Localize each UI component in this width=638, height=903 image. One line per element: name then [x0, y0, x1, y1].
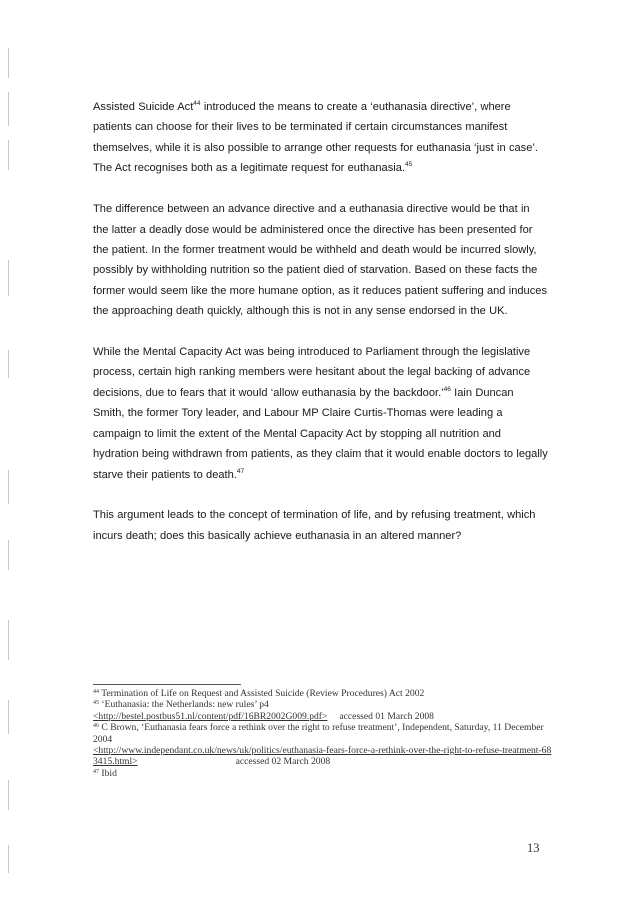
footnote-link[interactable]: <http://www.independant.co.uk/news/uk/politics/euthanasia-fears-force-a-rethink-over-the-right-to-refuse-treatment-683415.html> [93, 745, 552, 768]
paragraph: Assisted Suicide Act$^{44}$ introduced the means to create a ‘euthanasia directive’, where patients can choose for their lives to be terminated if certain circumstances manifest themselves, while it is also possible to arrange other requests for euthanasia ‘just in case’. The Act recognises both as a legitimate request for euthanasia.$^{45}$ [93, 100, 538, 175]
page-number: 13 [527, 841, 540, 855]
paragraph: While the Mental Capacity Act was being introduced to Parliament through the legislative process, certain high ranking members were hesitant about the legal backing of advance decisions, due to fears that it would ‘allow euthanasia by the backdoor.’$^{46}$ Iain Duncan Smith, the former Tory leader, and Labour MP Claire Curtis-Thomas were leading a campaign to limit the extent of the Mental Capacity Act by stopping all nutrition and hydration being withdrawn from patients, as they claim that it would enable doctors to legally starve their patients to death.$^{47}$ [93, 346, 548, 481]
footnote-link-line: <http://www.independant.co.uk/news/uk/politics/euthanasia-fears-force-a-rethink-over-the-right-to-refuse-treatment-683415.html> accessed 02 March 2008 [93, 745, 552, 768]
footnote-ref[interactable]: 46 [443, 385, 451, 393]
footnotes [93, 688, 553, 779]
footnote: $^{47}$ Ibid [93, 767, 117, 779]
footnote-link[interactable]: <http://bestel.postbus51.nl/content/pdf/16BR2002G009.pdf> [93, 710, 328, 722]
footnote-separator [93, 684, 241, 685]
footnote: $^{44}$ Termination of Life on Request and Assisted Suicide (Review Procedures) Act 2002 [93, 688, 425, 699]
paragraph: This argument leads to the concept of termination of life, and by refusing treatment, which incurs death; does this basically achieve euthanasia in an altered manner? [93, 509, 536, 542]
footnote-link-line: <http://bestel.postbus51.nl/content/pdf/16BR2002G009.pdf> accessed 01 March 2008 [93, 710, 434, 722]
document-body [93, 97, 548, 567]
footnote: $^{46}$ C Brown, ‘Euthanasia fears force a rethink over the right to refuse treatment’, Independent, Saturday, 11 December 2004 [93, 722, 544, 745]
footnote-ref[interactable]: 44 [193, 100, 201, 107]
footnote: $^{45}$ ‘Euthanasia: the Netherlands: new rules’ p4 [93, 699, 269, 711]
footnote-ref[interactable]: 47 [236, 467, 245, 475]
paragraph: The difference between an advance directive and a euthanasia directive would be that in the latter a deadly dose would be administered once the directive has been presented for the patient. In the former treatment would be withheld and death would be incurred slowly, possibly by withholding nutrition so the patient died of starvation. Based on these facts the former would seem like the more humane option, as it reduces patient suffering and induces the approaching death quickly, although this is not in any sense endorsed in the UK. [93, 203, 547, 318]
footnote-ref[interactable]: 45 [405, 161, 413, 169]
page-edge-marks [8, 0, 16, 903]
